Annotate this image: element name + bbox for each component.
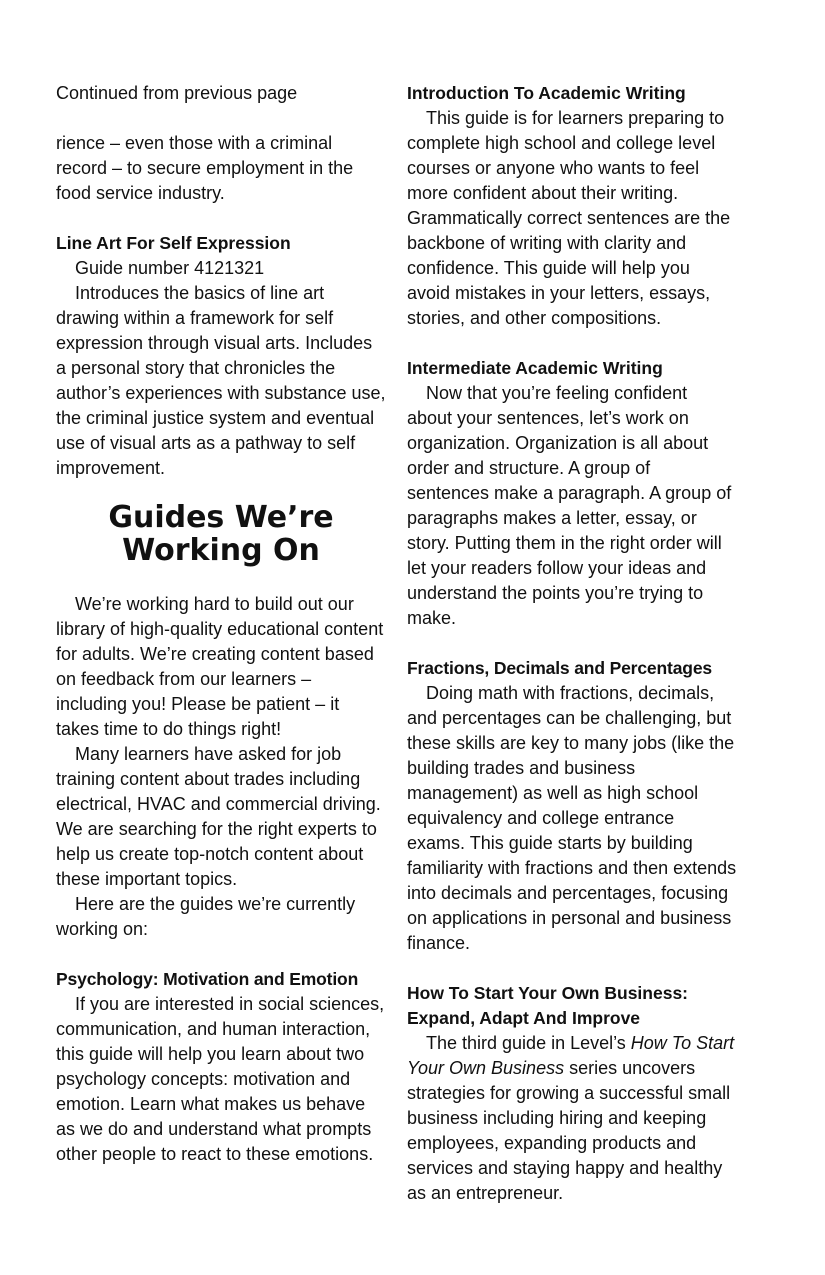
section-heading — [56, 501, 386, 567]
continued-paragraph: rience – even those with a criminal record – to secure employment in the food service industry. — [56, 133, 354, 203]
right-column — [407, 81, 737, 1206]
guide-title-intro-writing: Introduction To Academic Writing — [407, 83, 686, 103]
continued-note: Continued from previous page — [56, 83, 298, 103]
guide-desc-fractions: Doing math with fractions, decimals, and percentages can be challenging, but these skills are key to many jobs (like the building trades and business management) as well as high school equivalency and college entrance exams. This guide starts by building familiarity with fractions and then extends into decimals and percentages, focusing on applications in personal and business finance. — [407, 683, 737, 953]
intro-paragraph-1: We’re working hard to build out our library of high-quality educational content for adults. We’re creating content based on feedback from our learners – including you! Please be patient – it takes time to do things right! — [56, 594, 384, 739]
guide-title-business-line-2: Expand, Adapt And Improve — [407, 1008, 641, 1028]
guide-number: Guide number 4121321 — [75, 258, 265, 278]
guide-desc-psychology: If you are interested in social sciences, communication, and human interaction, this guide will help you learn about two psychology concepts: motivation and emotion. Learn what makes us behave as we do and understand what prompts other people to react to these emotions. — [56, 994, 385, 1164]
guide-desc-business-start: The third guide in Level’s — [426, 1033, 631, 1053]
guide-title-business-line-1: How To Start Your Own Business: — [407, 983, 688, 1003]
intro-paragraph-3: Here are the guides we’re currently working on: — [56, 894, 356, 939]
guide-desc-intermediate-writing: Now that you’re feeling confident about your sentences, let’s work on organization. Organization is all about order and structure. A group of sentences make a paragraph. A group of paragraphs makes a letter, essay, or story. Putting them in the right order will let your readers follow your ideas and understand the points you’re trying to make. — [407, 383, 732, 628]
section-heading-line-1: Guides We’re — [108, 500, 334, 535]
guide-title-psychology: Psychology: Motivation and Emotion — [56, 969, 359, 989]
left-column — [56, 81, 386, 1167]
guide-title-intermediate-writing: Intermediate Academic Writing — [407, 358, 663, 378]
guide-title-business — [407, 981, 737, 1031]
guide-desc-intro-writing: This guide is for learners preparing to complete high school and college level courses or anyone who wants to feel more confident about their writing. Grammatically correct sentences are the backbone of writing with clarity and confidence. This guide will help you avoid mistakes in your letters, essays, stories, and other compositions. — [407, 108, 731, 328]
guide-desc-business — [407, 1031, 737, 1206]
guide-desc-business-end: series uncovers strategies for growing a successful small business including hiring and keeping employees, expanding products and services and staying happy and healthy as an entrepreneur. — [407, 1058, 731, 1203]
guide-title-fractions: Fractions, Decimals and Percentages — [407, 658, 713, 678]
guide-desc-line-art: Introduces the basics of line art drawing within a framework for self expression through visual arts. Includes a personal story that chronicles the author’s experiences with substance use, the criminal justice system and eventual use of visual arts as a pathway to self improvement. — [56, 283, 386, 478]
intro-paragraph-2: Many learners have asked for job training content about trades including electrical, HVAC and commercial driving. We are searching for the right experts to help us create top-notch content about these important topics. — [56, 744, 381, 889]
series-title: How To Start Your Own Business — [407, 1033, 735, 1078]
guide-title-line-art: Line Art For Self Expression — [56, 233, 291, 253]
section-heading-line-2: Working On — [122, 533, 320, 568]
